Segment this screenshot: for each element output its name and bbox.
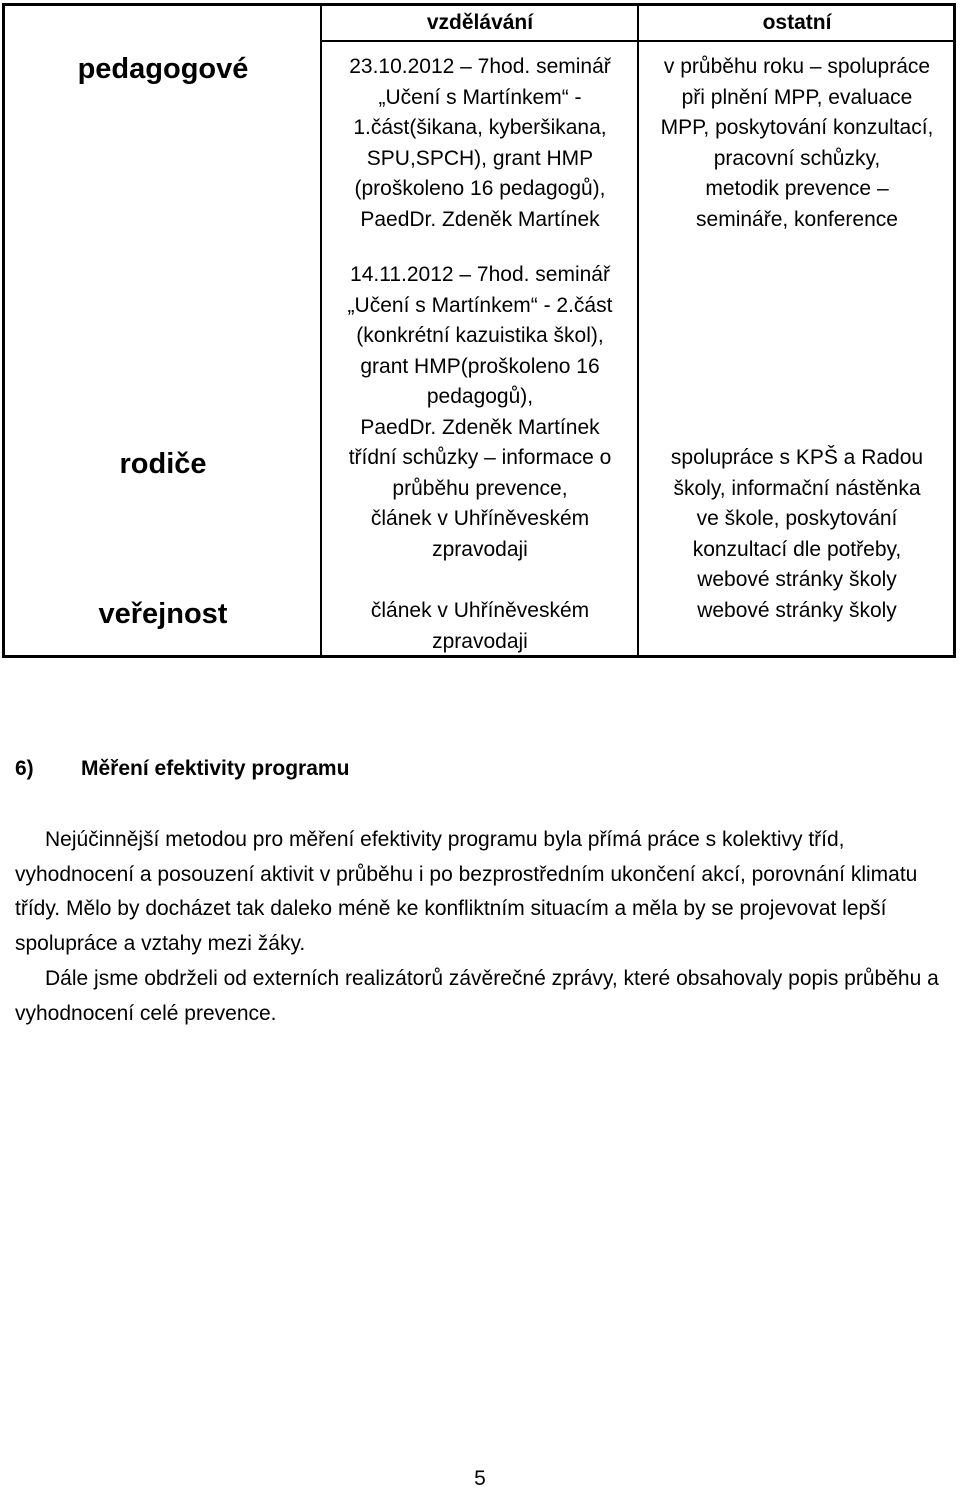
table-header-rule-left [322, 40, 638, 42]
paragraph-2 [15, 962, 945, 1031]
table-header-rule-right [638, 40, 956, 42]
parents-education: třídní schůzky – informace o průběhu prevence, článek v Uhříněveském zpravodaji [348, 446, 612, 561]
section-heading [15, 757, 349, 781]
paragraph-1 [15, 823, 945, 961]
row-label-parents: rodiče [119, 448, 207, 480]
section-number: 6) [15, 757, 34, 780]
header-other: ostatní [762, 11, 832, 34]
public-education: článek v Uhříněveském zpravodaji [370, 599, 590, 653]
teachers-education-seminar-2: 14.11.2012 – 7hod. seminář „Učení s Martínkem“ - 2.část (konkrétní kazuistika škol), grant HMP(proškoleno 16 pedagogů), PaedDr. Zdeněk Martínek [347, 263, 613, 439]
row-label-teachers: pedagogové [77, 53, 249, 85]
parents-other: spolupráce s KPŠ a Radou školy, informační nástěnka ve škole, poskytování konzultací dle potřeby, webové stránky školy [670, 446, 924, 591]
paragraph-1-text: Nejúčinnější metodou pro měření efektivity programu byla přímá práce s kolektivy tříd, vyhodnocení a posouzení aktivit v průběhu i po bezprostředním ukončení akcí, porovnání klimatu třídy. Mělo by docházet tak daleko méně ke konfliktním situacím a měla by se projevovat lepší spolupráce a vztahy mezi žáky. [15, 828, 918, 955]
paragraph-2-text: Dále jsme obdrželi od externích realizátorů závěrečné zprávy, které obsahovaly popis průběhu a vyhodnocení celé prevence. [15, 967, 939, 1025]
public-other: webové stránky školy [697, 599, 897, 622]
page-number: 5 [474, 1467, 486, 1490]
teachers-education-seminar-1: 23.10.2012 – 7hod. seminář „Učení s Martínkem“ - 1.část(šikana, kyberšikana, SPU,SPCH), grant HMP (proškoleno 16 pedagogů), PaedDr. Zdeněk Martínek [349, 55, 611, 231]
row-label-public: veřejnost [98, 598, 228, 630]
section-title: Měření efektivity programu [81, 757, 350, 780]
header-education: vzdělávání [426, 11, 534, 34]
teachers-other: v průběhu roku – spolupráce při plnění MPP, evaluace MPP, poskytování konzultací, pracovní schůzky, metodik prevence – semináře, konference [660, 55, 934, 231]
